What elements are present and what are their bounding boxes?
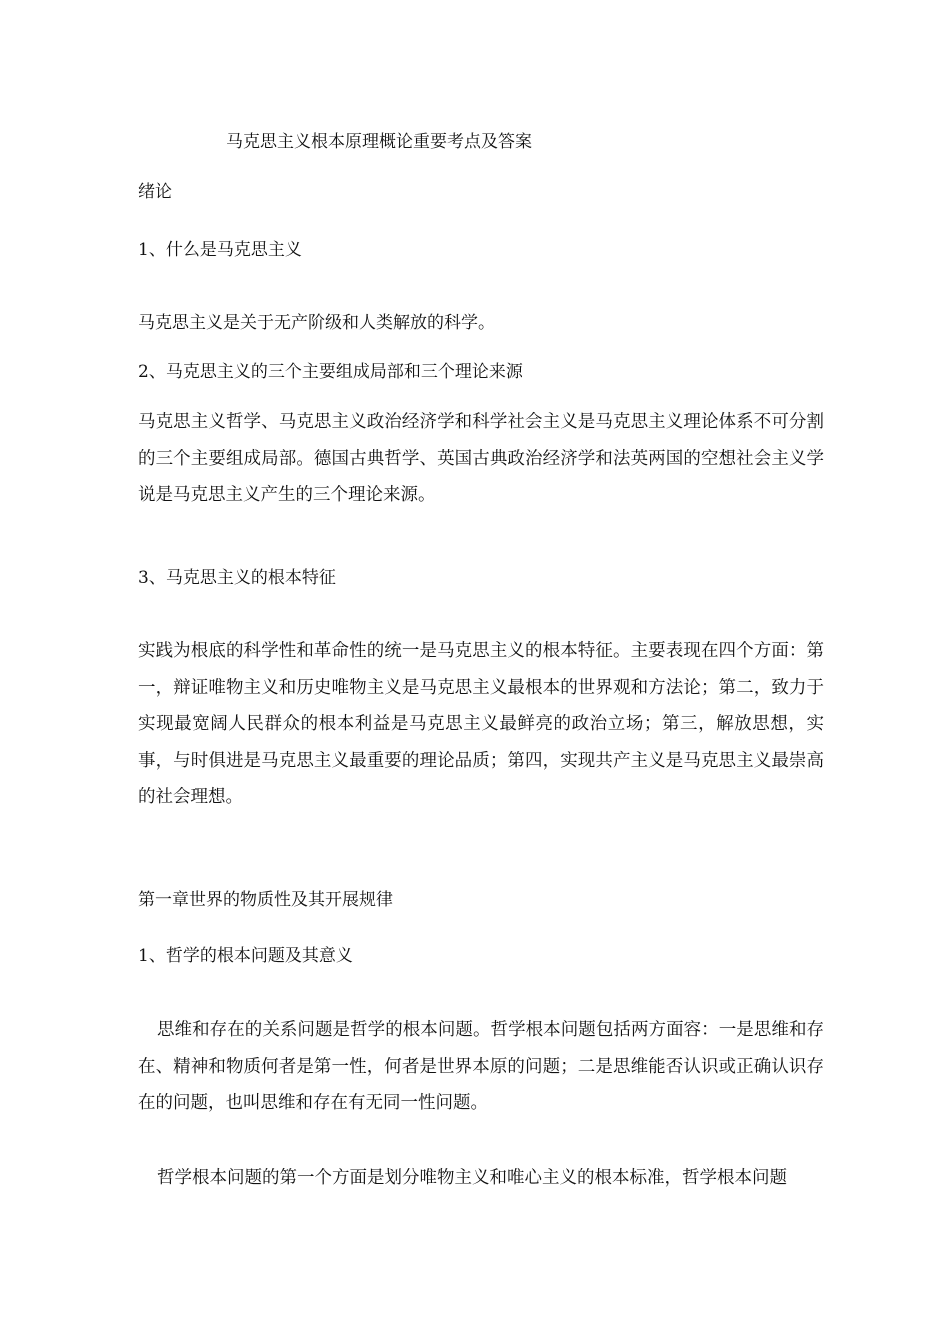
question-heading-3: 3、马克思主义的根本特征 xyxy=(138,568,336,588)
answer-paragraph-2: 马克思主义哲学、马克思主义政治经济学和科学社会主义是马克思主义理论体系不可分割的三个主要组成局部。德国古典哲学、英国古典政治经济学和法英两国的空想社会主义学说是马克思主义产生的三个理论来源。 xyxy=(138,412,824,505)
answer-paragraph-3: 实践为根底的科学性和革命性的统一是马克思主义的根本特征。主要表现在四个方面：第一，辩证唯物主义和历史唯物主义是马克思主义最根本的世界观和方法论；第二，致力于实现最宽阔人民群众的根本利益是马克思主义最鲜亮的政治立场；第三，解放思想，实事，与时俱进是马克思主义最重要的理论品质；第四，实现共产主义是马克思主义最崇高的社会理想。 xyxy=(138,641,824,807)
chapter-heading-1: 第一章世界的物质性及其开展规律 xyxy=(138,890,393,910)
section-heading-intro: 绪论 xyxy=(138,182,172,202)
answer-paragraph-1: 马克思主义是关于无产阶级和人类解放的科学。 xyxy=(138,313,495,333)
chapter1-answer-paragraph-2: 哲学根本问题的第一个方面是划分唯物主义和唯心主义的根本标准，哲学根本问题 xyxy=(157,1168,787,1188)
chapter1-question-heading-1: 1、哲学的根本问题及其意义 xyxy=(138,946,353,966)
question-heading-1: 1、什么是马克思主义 xyxy=(138,240,302,260)
document-title: 马克思主义根本原理概论重要考点及答案 xyxy=(226,132,532,152)
question-heading-2: 2、马克思主义的三个主要组成局部和三个理论来源 xyxy=(138,362,523,382)
chapter1-answer-paragraph-1: 思维和存在的关系问题是哲学的根本问题。哲学根本问题包括两方面容：一是思维和存在、精神和物质何者是第一性，何者是世界本原的问题；二是思维能否认识或正确认识存在的问题，也叫思维和存在有无同一性问题。 xyxy=(138,1020,824,1113)
